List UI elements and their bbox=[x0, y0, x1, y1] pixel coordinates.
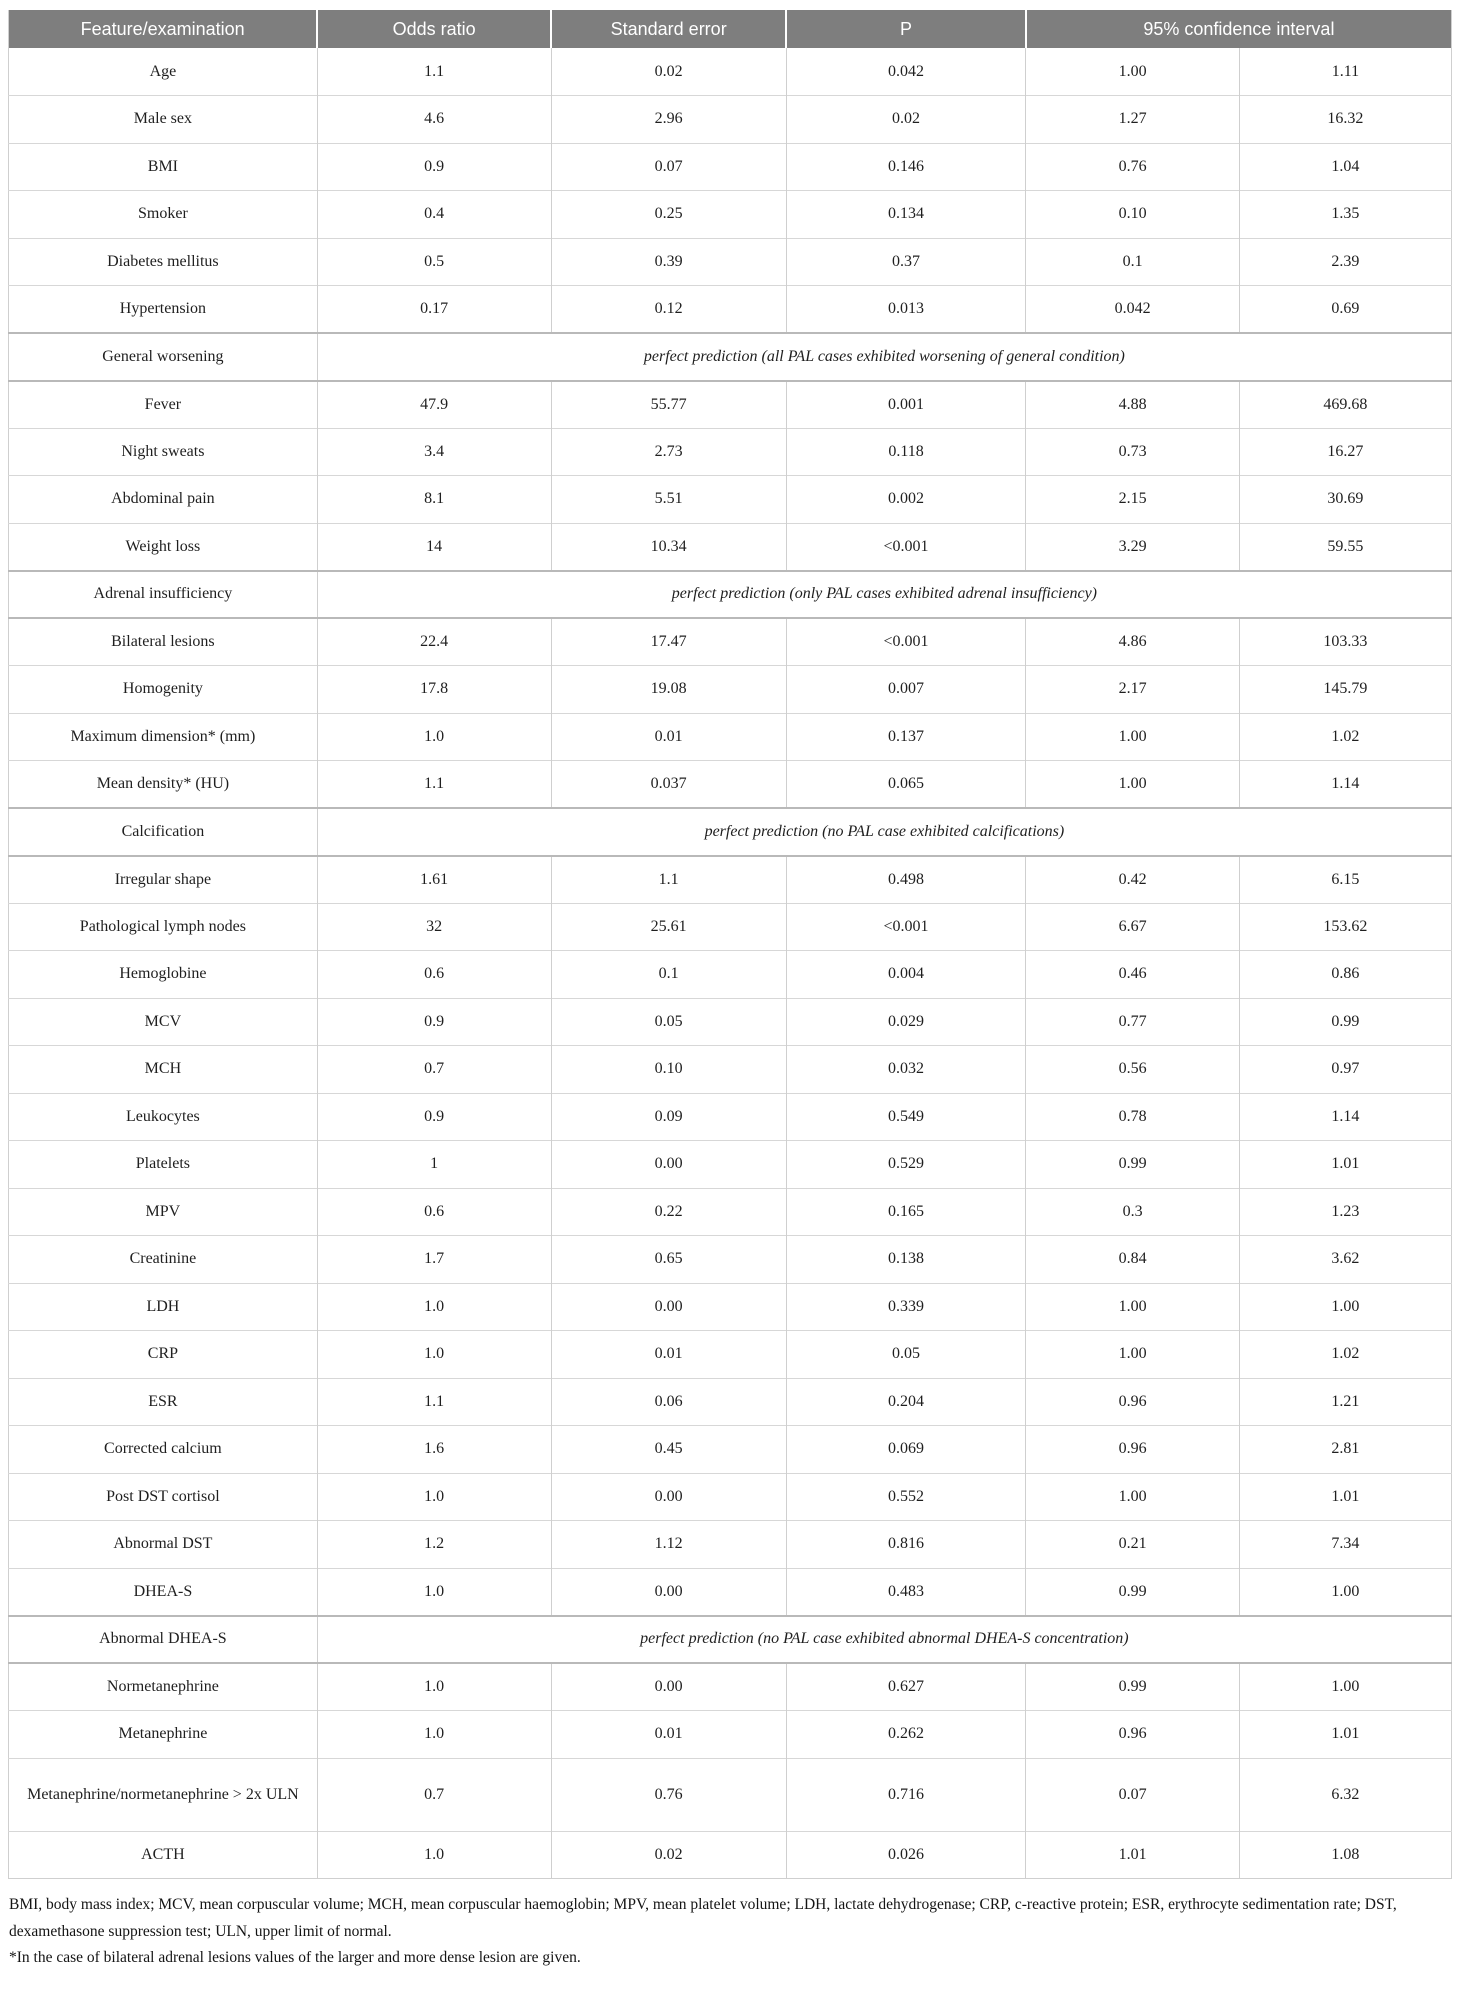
table-row bbox=[9, 1093, 1452, 1141]
p-value-cell: 0.001 bbox=[786, 381, 1026, 429]
odds-ratio-cell: 0.6 bbox=[317, 951, 551, 999]
odds-ratio-cell: 1.1 bbox=[317, 761, 551, 809]
odds-ratio-cell: 1.0 bbox=[317, 1473, 551, 1521]
p-value-cell: 0.004 bbox=[786, 951, 1026, 999]
standard-error-cell: 0.01 bbox=[551, 713, 786, 761]
odds-ratio-cell: 14 bbox=[317, 523, 551, 571]
standard-error-cell: 0.01 bbox=[551, 1331, 786, 1379]
ci-lower-cell: 2.17 bbox=[1026, 666, 1240, 714]
standard-error-cell: 0.45 bbox=[551, 1426, 786, 1474]
ci-upper-cell: 1.35 bbox=[1239, 191, 1451, 239]
ci-lower-cell: 0.78 bbox=[1026, 1093, 1240, 1141]
p-value-cell: 0.204 bbox=[786, 1378, 1026, 1426]
odds-ratio-cell: 1.0 bbox=[317, 1663, 551, 1711]
p-value-cell: 0.816 bbox=[786, 1521, 1026, 1569]
table-body bbox=[9, 48, 1452, 1879]
table-row bbox=[9, 1283, 1452, 1331]
table-row bbox=[9, 1188, 1452, 1236]
feature-cell: Irregular shape bbox=[9, 856, 318, 904]
table-row bbox=[9, 523, 1452, 571]
ci-lower-cell: 0.46 bbox=[1026, 951, 1240, 999]
ci-lower-cell: 0.042 bbox=[1026, 286, 1240, 334]
ci-upper-cell: 1.01 bbox=[1239, 1473, 1451, 1521]
feature-cell: LDH bbox=[9, 1283, 318, 1331]
ci-upper-cell: 0.97 bbox=[1239, 1046, 1451, 1094]
perfect-prediction-cell: perfect prediction (no PAL case exhibited abnormal DHEA-S concentration) bbox=[317, 1616, 1451, 1664]
table-row bbox=[9, 951, 1452, 999]
feature-cell: Platelets bbox=[9, 1141, 318, 1189]
p-value-cell: 0.065 bbox=[786, 761, 1026, 809]
feature-cell: Night sweats bbox=[9, 428, 318, 476]
standard-error-cell: 0.76 bbox=[551, 1758, 786, 1831]
p-value-cell: 0.549 bbox=[786, 1093, 1026, 1141]
p-value-cell: 0.026 bbox=[786, 1831, 1026, 1879]
ci-upper-cell: 1.11 bbox=[1239, 48, 1451, 96]
table-row bbox=[9, 1758, 1452, 1831]
ci-lower-cell: 1.00 bbox=[1026, 1331, 1240, 1379]
odds-ratio-cell: 0.17 bbox=[317, 286, 551, 334]
standard-error-cell: 0.65 bbox=[551, 1236, 786, 1284]
ci-lower-cell: 0.84 bbox=[1026, 1236, 1240, 1284]
table-row bbox=[9, 1378, 1452, 1426]
feature-cell: DHEA-S bbox=[9, 1568, 318, 1616]
p-value-cell: 0.118 bbox=[786, 428, 1026, 476]
p-value-cell: 0.627 bbox=[786, 1663, 1026, 1711]
odds-ratio-cell: 0.9 bbox=[317, 1093, 551, 1141]
header-standard-error: Standard error bbox=[551, 10, 786, 48]
p-value-cell: 0.716 bbox=[786, 1758, 1026, 1831]
ci-lower-cell: 1.00 bbox=[1026, 48, 1240, 96]
p-value-cell: 0.007 bbox=[786, 666, 1026, 714]
odds-ratio-cell: 1 bbox=[317, 1141, 551, 1189]
standard-error-cell: 0.00 bbox=[551, 1473, 786, 1521]
odds-ratio-cell: 0.6 bbox=[317, 1188, 551, 1236]
feature-cell: Age bbox=[149, 62, 177, 80]
footnote-asterisk: *In the case of bilateral adrenal lesions values of the larger and more dense lesion are given. bbox=[9, 1949, 581, 1967]
odds-ratio-cell: 1.0 bbox=[317, 1711, 551, 1759]
ci-lower-cell: 0.21 bbox=[1026, 1521, 1240, 1569]
standard-error-cell: 0.07 bbox=[551, 143, 786, 191]
ci-lower-cell: 0.42 bbox=[1026, 856, 1240, 904]
feature-cell: Abnormal DHEA-S bbox=[9, 1616, 318, 1664]
header-confidence-interval: 95% confidence interval bbox=[1026, 10, 1452, 48]
standard-error-cell: 0.09 bbox=[551, 1093, 786, 1141]
table-row bbox=[9, 1236, 1452, 1284]
standard-error-cell: 5.51 bbox=[551, 476, 786, 524]
ci-upper-cell: 1.08 bbox=[1239, 1831, 1451, 1879]
odds-ratio-cell: 1.1 bbox=[317, 48, 551, 96]
table-row bbox=[9, 191, 1452, 239]
p-value-cell: <0.001 bbox=[786, 523, 1026, 571]
standard-error-cell: 0.25 bbox=[551, 191, 786, 239]
ci-lower-cell: 0.96 bbox=[1026, 1426, 1240, 1474]
odds-ratio-cell: 1.0 bbox=[317, 713, 551, 761]
p-value-cell: 0.02 bbox=[786, 96, 1026, 144]
table-row bbox=[9, 761, 1452, 809]
p-value-cell: 0.032 bbox=[786, 1046, 1026, 1094]
ci-lower-cell: 1.00 bbox=[1026, 761, 1240, 809]
ci-upper-cell: 103.33 bbox=[1239, 618, 1451, 666]
standard-error-cell: 0.12 bbox=[551, 286, 786, 334]
ci-upper-cell: 1.14 bbox=[1239, 1093, 1451, 1141]
odds-ratio-cell: 1.6 bbox=[317, 1426, 551, 1474]
ci-upper-cell: 1.00 bbox=[1239, 1568, 1451, 1616]
odds-ratio-table bbox=[8, 10, 1452, 1879]
feature-cell: Mean density* (HU) bbox=[9, 761, 318, 809]
odds-ratio-cell: 1.61 bbox=[317, 856, 551, 904]
p-value-cell: 0.262 bbox=[786, 1711, 1026, 1759]
p-value-cell: <0.001 bbox=[786, 618, 1026, 666]
ci-upper-cell: 7.34 bbox=[1239, 1521, 1451, 1569]
table-row bbox=[9, 1831, 1452, 1879]
p-value-cell: 0.042 bbox=[786, 48, 1026, 96]
odds-ratio-cell: 1.1 bbox=[317, 1378, 551, 1426]
table-row bbox=[9, 1473, 1452, 1521]
p-value-cell: 0.529 bbox=[786, 1141, 1026, 1189]
table-row bbox=[9, 1663, 1452, 1711]
feature-cell: Bilateral lesions bbox=[9, 618, 318, 666]
standard-error-cell: 25.61 bbox=[551, 903, 786, 951]
ci-lower-cell: 0.77 bbox=[1026, 998, 1240, 1046]
p-value-cell: 0.134 bbox=[786, 191, 1026, 239]
table-row bbox=[9, 666, 1452, 714]
perfect-prediction-cell: perfect prediction (all PAL cases exhibited worsening of general condition) bbox=[317, 333, 1451, 381]
p-value-cell: 0.029 bbox=[786, 998, 1026, 1046]
ci-lower-cell: 6.67 bbox=[1026, 903, 1240, 951]
standard-error-cell: 2.96 bbox=[551, 96, 786, 144]
ci-upper-cell: 0.86 bbox=[1239, 951, 1451, 999]
standard-error-cell: 0.39 bbox=[551, 238, 786, 286]
feature-cell: Calcification bbox=[9, 808, 318, 856]
odds-ratio-cell: 0.9 bbox=[317, 143, 551, 191]
table-row bbox=[9, 571, 1452, 619]
ci-lower-cell: 0.07 bbox=[1026, 1758, 1240, 1831]
ci-upper-cell: 1.02 bbox=[1239, 713, 1451, 761]
ci-lower-cell: 0.10 bbox=[1026, 191, 1240, 239]
p-value-cell: 0.483 bbox=[786, 1568, 1026, 1616]
table-row bbox=[9, 48, 1452, 96]
table-footnotes bbox=[9, 1892, 1451, 1972]
standard-error-cell: 0.02 bbox=[551, 48, 786, 96]
standard-error-cell: 0.06 bbox=[551, 1378, 786, 1426]
ci-upper-cell: 2.39 bbox=[1239, 238, 1451, 286]
odds-ratio-cell: 1.7 bbox=[317, 1236, 551, 1284]
perfect-prediction-cell: perfect prediction (only PAL cases exhibited adrenal insufficiency) bbox=[317, 571, 1451, 619]
table-row bbox=[9, 1426, 1452, 1474]
standard-error-cell: 17.47 bbox=[551, 618, 786, 666]
ci-upper-cell: 0.99 bbox=[1239, 998, 1451, 1046]
ci-lower-cell: 0.3 bbox=[1026, 1188, 1240, 1236]
feature-cell: MCV bbox=[9, 998, 318, 1046]
ci-lower-cell: 2.15 bbox=[1026, 476, 1240, 524]
ci-upper-cell: 2.81 bbox=[1239, 1426, 1451, 1474]
standard-error-cell: 0.00 bbox=[551, 1663, 786, 1711]
p-value-cell: 0.137 bbox=[786, 713, 1026, 761]
feature-cell: MCH bbox=[9, 1046, 318, 1094]
ci-upper-cell: 153.62 bbox=[1239, 903, 1451, 951]
feature-cell: Diabetes mellitus bbox=[9, 238, 318, 286]
ci-lower-cell: 0.1 bbox=[1026, 238, 1240, 286]
ci-lower-cell: 0.96 bbox=[1026, 1378, 1240, 1426]
ci-upper-cell: 1.21 bbox=[1239, 1378, 1451, 1426]
ci-upper-cell: 145.79 bbox=[1239, 666, 1451, 714]
p-value-cell: 0.37 bbox=[786, 238, 1026, 286]
ci-lower-cell: 0.99 bbox=[1026, 1568, 1240, 1616]
odds-ratio-cell: 0.5 bbox=[317, 238, 551, 286]
header-odds-ratio: Odds ratio bbox=[317, 10, 551, 48]
ci-lower-cell: 0.96 bbox=[1026, 1711, 1240, 1759]
odds-ratio-cell: 17.8 bbox=[317, 666, 551, 714]
table-header bbox=[9, 10, 1452, 48]
p-value-cell: 0.552 bbox=[786, 1473, 1026, 1521]
feature-cell: BMI bbox=[9, 143, 318, 191]
ci-upper-cell: 0.69 bbox=[1239, 286, 1451, 334]
ci-lower-cell: 1.00 bbox=[1026, 1283, 1240, 1331]
table-row bbox=[9, 1521, 1452, 1569]
table-row bbox=[9, 903, 1452, 951]
ci-upper-cell: 30.69 bbox=[1239, 476, 1451, 524]
footnote-abbreviations: BMI, body mass index; MCV, mean corpuscular volume; MCH, mean corpuscular haemoglobin; MPV, mean platelet volume; LDH, lactate dehydrogenase; CRP, c-reactive protein; ESR, erythrocyte sedimentation rate; DST, dexamethasone suppression test; ULN, upper limit of normal. bbox=[9, 1896, 1397, 1940]
ci-upper-cell: 1.01 bbox=[1239, 1711, 1451, 1759]
feature-cell: Maximum dimension* (mm) bbox=[9, 713, 318, 761]
odds-ratio-cell: 1.2 bbox=[317, 1521, 551, 1569]
standard-error-cell: 0.037 bbox=[551, 761, 786, 809]
odds-ratio-cell: 3.4 bbox=[317, 428, 551, 476]
standard-error-cell: 0.1 bbox=[551, 951, 786, 999]
odds-ratio-cell: 47.9 bbox=[317, 381, 551, 429]
ci-upper-cell: 1.23 bbox=[1239, 1188, 1451, 1236]
feature-cell: Leukocytes bbox=[9, 1093, 318, 1141]
feature-cell: Abnormal DST bbox=[9, 1521, 318, 1569]
table-row bbox=[9, 1711, 1452, 1759]
feature-cell: ACTH bbox=[9, 1831, 318, 1879]
feature-cell: Metanephrine/normetanephrine > 2x ULN bbox=[9, 1758, 318, 1831]
feature-cell: Creatinine bbox=[9, 1236, 318, 1284]
feature-cell: Male sex bbox=[9, 96, 318, 144]
feature-cell: Hypertension bbox=[9, 286, 318, 334]
ci-upper-cell: 1.04 bbox=[1239, 143, 1451, 191]
feature-cell: Metanephrine bbox=[9, 1711, 318, 1759]
odds-ratio-cell: 8.1 bbox=[317, 476, 551, 524]
ci-upper-cell: 1.00 bbox=[1239, 1663, 1451, 1711]
perfect-prediction-cell: perfect prediction (no PAL case exhibited calcifications) bbox=[317, 808, 1451, 856]
ci-lower-cell: 1.27 bbox=[1026, 96, 1240, 144]
ci-upper-cell: 59.55 bbox=[1239, 523, 1451, 571]
feature-cell: Adrenal insufficiency bbox=[9, 571, 318, 619]
odds-ratio-cell: 4.6 bbox=[317, 96, 551, 144]
feature-cell: Pathological lymph nodes bbox=[9, 903, 318, 951]
odds-ratio-cell: 0.7 bbox=[317, 1046, 551, 1094]
ci-upper-cell: 6.15 bbox=[1239, 856, 1451, 904]
standard-error-cell: 55.77 bbox=[551, 381, 786, 429]
odds-ratio-cell: 1.0 bbox=[317, 1331, 551, 1379]
table-row bbox=[9, 808, 1452, 856]
ci-upper-cell: 1.14 bbox=[1239, 761, 1451, 809]
header-feature: Feature/examination bbox=[9, 10, 318, 48]
ci-upper-cell: 6.32 bbox=[1239, 1758, 1451, 1831]
feature-cell: Weight loss bbox=[9, 523, 318, 571]
table-row bbox=[9, 96, 1452, 144]
p-value-cell: 0.069 bbox=[786, 1426, 1026, 1474]
table-row bbox=[9, 618, 1452, 666]
ci-upper-cell: 469.68 bbox=[1239, 381, 1451, 429]
table-row bbox=[9, 1141, 1452, 1189]
table-row bbox=[9, 238, 1452, 286]
table-row bbox=[9, 333, 1452, 381]
ci-lower-cell: 0.99 bbox=[1026, 1663, 1240, 1711]
ci-upper-cell: 3.62 bbox=[1239, 1236, 1451, 1284]
p-value-cell: 0.013 bbox=[786, 286, 1026, 334]
odds-ratio-cell: 0.4 bbox=[317, 191, 551, 239]
feature-cell: Abdominal pain bbox=[9, 476, 318, 524]
header-p-value: P bbox=[786, 10, 1026, 48]
odds-ratio-cell: 32 bbox=[317, 903, 551, 951]
ci-upper-cell: 1.02 bbox=[1239, 1331, 1451, 1379]
p-value-cell: 0.498 bbox=[786, 856, 1026, 904]
feature-cell: Normetanephrine bbox=[9, 1663, 318, 1711]
ci-lower-cell: 4.86 bbox=[1026, 618, 1240, 666]
standard-error-cell: 0.00 bbox=[551, 1141, 786, 1189]
feature-cell: General worsening bbox=[9, 333, 318, 381]
feature-cell: CRP bbox=[9, 1331, 318, 1379]
standard-error-cell: 19.08 bbox=[551, 666, 786, 714]
standard-error-cell: 2.73 bbox=[551, 428, 786, 476]
ci-lower-cell: 0.99 bbox=[1026, 1141, 1240, 1189]
feature-cell: Post DST cortisol bbox=[9, 1473, 318, 1521]
standard-error-cell: 1.12 bbox=[551, 1521, 786, 1569]
header-row bbox=[9, 10, 1452, 48]
standard-error-cell: 10.34 bbox=[551, 523, 786, 571]
standard-error-cell: 0.00 bbox=[551, 1568, 786, 1616]
standard-error-cell: 0.05 bbox=[551, 998, 786, 1046]
table-row bbox=[9, 1046, 1452, 1094]
feature-cell: MPV bbox=[9, 1188, 318, 1236]
odds-ratio-cell: 0.7 bbox=[317, 1758, 551, 1831]
table-row bbox=[9, 428, 1452, 476]
ci-upper-cell: 1.00 bbox=[1239, 1283, 1451, 1331]
odds-ratio-cell: 1.0 bbox=[317, 1283, 551, 1331]
feature-cell: Smoker bbox=[9, 191, 318, 239]
feature-cell: Corrected calcium bbox=[9, 1426, 318, 1474]
table-row bbox=[9, 856, 1452, 904]
standard-error-cell: 0.01 bbox=[551, 1711, 786, 1759]
table-row bbox=[9, 713, 1452, 761]
standard-error-cell: 0.10 bbox=[551, 1046, 786, 1094]
p-value-cell: 0.339 bbox=[786, 1283, 1026, 1331]
table-row bbox=[9, 286, 1452, 334]
p-value-cell: 0.165 bbox=[786, 1188, 1026, 1236]
ci-lower-cell: 1.00 bbox=[1026, 713, 1240, 761]
p-value-cell: 0.138 bbox=[786, 1236, 1026, 1284]
p-value-cell: <0.001 bbox=[786, 903, 1026, 951]
table-row bbox=[9, 143, 1452, 191]
standard-error-cell: 0.00 bbox=[551, 1283, 786, 1331]
standard-error-cell: 0.22 bbox=[551, 1188, 786, 1236]
ci-lower-cell: 1.00 bbox=[1026, 1473, 1240, 1521]
ci-lower-cell: 0.76 bbox=[1026, 143, 1240, 191]
feature-cell: Fever bbox=[9, 381, 318, 429]
odds-ratio-cell: 1.0 bbox=[317, 1831, 551, 1879]
table-row bbox=[9, 476, 1452, 524]
p-value-cell: 0.05 bbox=[786, 1331, 1026, 1379]
p-value-cell: 0.146 bbox=[786, 143, 1026, 191]
odds-ratio-cell: 1.0 bbox=[317, 1568, 551, 1616]
feature-cell: ESR bbox=[9, 1378, 318, 1426]
p-value-cell: 0.002 bbox=[786, 476, 1026, 524]
ci-lower-cell: 4.88 bbox=[1026, 381, 1240, 429]
ci-lower-cell: 0.56 bbox=[1026, 1046, 1240, 1094]
table-row bbox=[9, 381, 1452, 429]
odds-ratio-cell: 22.4 bbox=[317, 618, 551, 666]
ci-lower-cell: 0.73 bbox=[1026, 428, 1240, 476]
table-row bbox=[9, 1331, 1452, 1379]
ci-upper-cell: 16.27 bbox=[1239, 428, 1451, 476]
ci-upper-cell: 1.01 bbox=[1239, 1141, 1451, 1189]
ci-upper-cell: 16.32 bbox=[1239, 96, 1451, 144]
standard-error-cell: 1.1 bbox=[551, 856, 786, 904]
ci-lower-cell: 3.29 bbox=[1026, 523, 1240, 571]
odds-ratio-cell: 0.9 bbox=[317, 998, 551, 1046]
feature-cell: Hemoglobine bbox=[9, 951, 318, 999]
standard-error-cell: 0.02 bbox=[551, 1831, 786, 1879]
table-row bbox=[9, 1568, 1452, 1616]
ci-lower-cell: 1.01 bbox=[1026, 1831, 1240, 1879]
table-row bbox=[9, 1616, 1452, 1664]
table-row bbox=[9, 998, 1452, 1046]
feature-cell: Homogenity bbox=[9, 666, 318, 714]
